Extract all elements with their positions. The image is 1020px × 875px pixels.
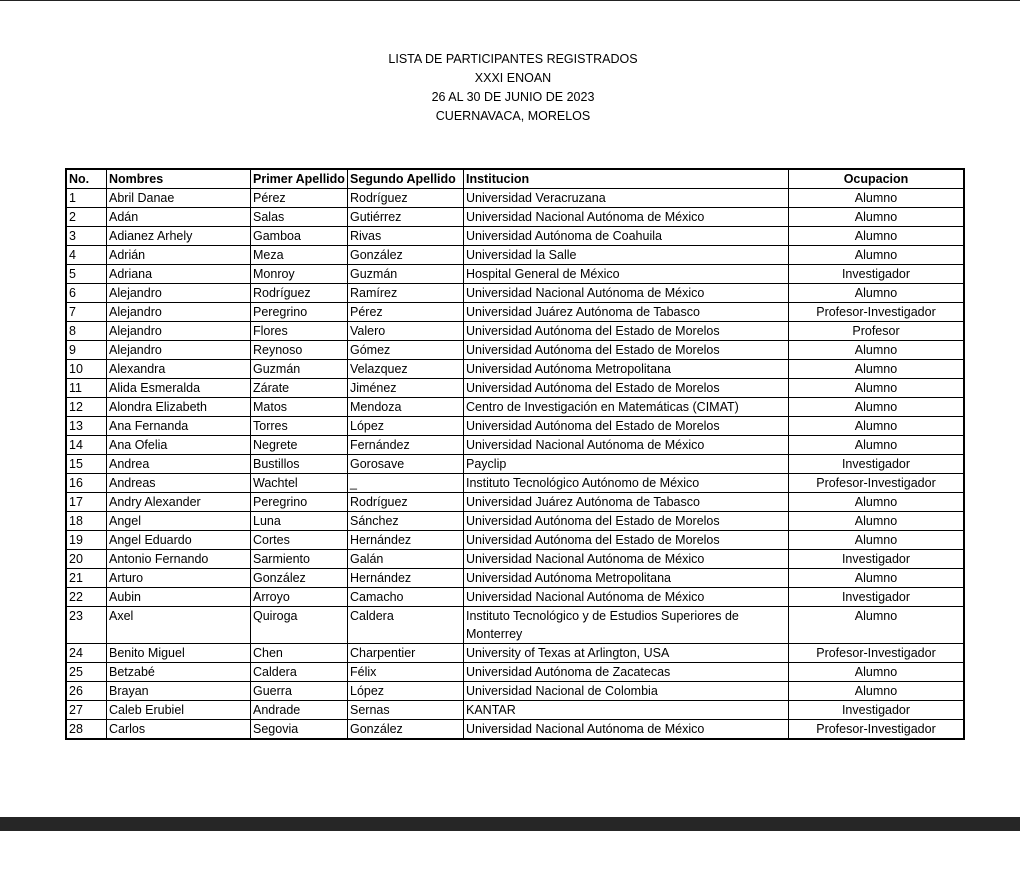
- table-row: [66, 644, 964, 663]
- cell-no: 20: [66, 550, 107, 569]
- cell-ocupacion: Profesor: [789, 322, 965, 341]
- cell-ocupacion: Investigador: [789, 265, 965, 284]
- event-dates: 26 AL 30 DE JUNIO DE 2023: [431, 90, 595, 104]
- cell-institucion: Universidad Autónoma Metropolitana: [464, 360, 789, 379]
- cell-primer-apellido: Bustillos: [251, 455, 348, 474]
- cell-institucion: Universidad Autónoma del Estado de Morelos: [464, 322, 789, 341]
- cell-primer-apellido: Peregrino: [251, 303, 348, 322]
- cell-no: 12: [66, 398, 107, 417]
- cell-segundo-apellido: Caldera: [348, 607, 464, 644]
- cell-segundo-apellido: Hernández: [348, 531, 464, 550]
- cell-no: 4: [66, 246, 107, 265]
- cell-institucion: Universidad Autónoma de Zacatecas: [464, 663, 789, 682]
- cell-ocupacion: Profesor-Investigador: [789, 644, 965, 663]
- cell-nombre: Benito Miguel: [107, 644, 251, 663]
- cell-institucion: Universidad Autónoma de Coahuila: [464, 227, 789, 246]
- cell-ocupacion: Investigador: [789, 550, 965, 569]
- participants-table: [65, 168, 965, 740]
- cell-no: 13: [66, 417, 107, 436]
- cell-ocupacion: Alumno: [789, 531, 965, 550]
- cell-nombre: Alejandro: [107, 341, 251, 360]
- cell-nombre: Alejandro: [107, 322, 251, 341]
- table-row: [66, 227, 964, 246]
- cell-primer-apellido: Flores: [251, 322, 348, 341]
- cell-institucion: Hospital General de México: [464, 265, 789, 284]
- cell-segundo-apellido: Fernández: [348, 436, 464, 455]
- cell-no: 7: [66, 303, 107, 322]
- cell-institucion: Universidad Juárez Autónoma de Tabasco: [464, 493, 789, 512]
- cell-nombre: Betzabé: [107, 663, 251, 682]
- cell-nombre: Ana Ofelia: [107, 436, 251, 455]
- cell-no: 10: [66, 360, 107, 379]
- cell-nombre: Caleb Erubiel: [107, 701, 251, 720]
- cell-primer-apellido: Torres: [251, 417, 348, 436]
- cell-no: 24: [66, 644, 107, 663]
- cell-ocupacion: Alumno: [789, 398, 965, 417]
- column-header-institucion: Institucion: [464, 169, 789, 189]
- cell-no: 19: [66, 531, 107, 550]
- cell-no: 22: [66, 588, 107, 607]
- cell-ocupacion: Alumno: [789, 379, 965, 398]
- cell-primer-apellido: Meza: [251, 246, 348, 265]
- cell-ocupacion: Alumno: [789, 417, 965, 436]
- cell-nombre: Arturo: [107, 569, 251, 588]
- cell-ocupacion: Investigador: [789, 701, 965, 720]
- table-body: [66, 189, 964, 740]
- cell-no: 16: [66, 474, 107, 493]
- cell-primer-apellido: Salas: [251, 208, 348, 227]
- table-row: [66, 208, 964, 227]
- cell-ocupacion: Investigador: [789, 455, 965, 474]
- table-row: [66, 493, 964, 512]
- cell-institucion: University of Texas at Arlington, USA: [464, 644, 789, 663]
- cell-institucion: Universidad Autónoma del Estado de Morelos: [464, 531, 789, 550]
- cell-segundo-apellido: Mendoza: [348, 398, 464, 417]
- cell-nombre: Alexandra: [107, 360, 251, 379]
- event-location: CUERNAVACA, MORELOS: [435, 109, 591, 123]
- cell-institucion: Universidad Autónoma del Estado de Morelos: [464, 417, 789, 436]
- cell-ocupacion: Alumno: [789, 284, 965, 303]
- cell-primer-apellido: Guerra: [251, 682, 348, 701]
- cell-no: 18: [66, 512, 107, 531]
- cell-ocupacion: Alumno: [789, 512, 965, 531]
- table-row: [66, 284, 964, 303]
- table-row: [66, 569, 964, 588]
- cell-nombre: Axel: [107, 607, 251, 644]
- cell-nombre: Adriana: [107, 265, 251, 284]
- cell-ocupacion: Alumno: [789, 189, 965, 208]
- cell-segundo-apellido: Ramírez: [348, 284, 464, 303]
- top-border: [0, 0, 1020, 1]
- cell-nombre: Angel: [107, 512, 251, 531]
- table-row: [66, 322, 964, 341]
- cell-institucion: Universidad Nacional Autónoma de México: [464, 284, 789, 303]
- cell-institucion: Universidad Juárez Autónoma de Tabasco: [464, 303, 789, 322]
- cell-primer-apellido: Sarmiento: [251, 550, 348, 569]
- cell-segundo-apellido: Rodríguez: [348, 189, 464, 208]
- cell-no: 26: [66, 682, 107, 701]
- cell-no: 11: [66, 379, 107, 398]
- column-header-primer-apellido: Primer Apellido: [251, 169, 348, 189]
- cell-segundo-apellido: Pérez: [348, 303, 464, 322]
- cell-ocupacion: Alumno: [789, 436, 965, 455]
- cell-nombre: Carlos: [107, 720, 251, 740]
- cell-nombre: Brayan: [107, 682, 251, 701]
- cell-institucion: Instituto Tecnológico Autónomo de México: [464, 474, 789, 493]
- cell-institucion: Universidad Nacional Autónoma de México: [464, 208, 789, 227]
- cell-ocupacion: Alumno: [789, 663, 965, 682]
- cell-primer-apellido: Monroy: [251, 265, 348, 284]
- cell-segundo-apellido: Sernas: [348, 701, 464, 720]
- cell-no: 3: [66, 227, 107, 246]
- cell-institucion: Centro de Investigación en Matemáticas (CIMAT): [464, 398, 789, 417]
- cell-segundo-apellido: González: [348, 720, 464, 740]
- cell-segundo-apellido: Galán: [348, 550, 464, 569]
- cell-primer-apellido: Matos: [251, 398, 348, 417]
- cell-primer-apellido: González: [251, 569, 348, 588]
- table-row: [66, 189, 964, 208]
- table-row: [66, 607, 964, 644]
- table-row: [66, 398, 964, 417]
- cell-primer-apellido: Gamboa: [251, 227, 348, 246]
- cell-ocupacion: Alumno: [789, 360, 965, 379]
- cell-primer-apellido: Arroyo: [251, 588, 348, 607]
- cell-segundo-apellido: López: [348, 417, 464, 436]
- cell-segundo-apellido: López: [348, 682, 464, 701]
- cell-ocupacion: Alumno: [789, 607, 965, 644]
- cell-nombre: Alida Esmeralda: [107, 379, 251, 398]
- cell-institucion: Universidad Nacional de Colombia: [464, 682, 789, 701]
- event-name: XXXI ENOAN: [474, 71, 552, 85]
- cell-no: 28: [66, 720, 107, 740]
- cell-no: 6: [66, 284, 107, 303]
- cell-primer-apellido: Luna: [251, 512, 348, 531]
- cell-nombre: Andry Alexander: [107, 493, 251, 512]
- table-row: [66, 341, 964, 360]
- cell-ocupacion: Profesor-Investigador: [789, 303, 965, 322]
- table-row: [66, 379, 964, 398]
- table-row: [66, 455, 964, 474]
- cell-segundo-apellido: Gómez: [348, 341, 464, 360]
- table-row: [66, 303, 964, 322]
- cell-primer-apellido: Segovia: [251, 720, 348, 740]
- cell-segundo-apellido: Velazquez: [348, 360, 464, 379]
- table-row: [66, 436, 964, 455]
- cell-ocupacion: Alumno: [789, 246, 965, 265]
- column-header-no: No.: [66, 169, 107, 189]
- cell-institucion: Universidad Autónoma del Estado de Morelos: [464, 512, 789, 531]
- cell-no: 23: [66, 607, 107, 644]
- cell-institucion: Universidad Veracruzana: [464, 189, 789, 208]
- cell-institucion: KANTAR: [464, 701, 789, 720]
- cell-institucion: Universidad la Salle: [464, 246, 789, 265]
- cell-primer-apellido: Wachtel: [251, 474, 348, 493]
- cell-primer-apellido: Caldera: [251, 663, 348, 682]
- cell-no: 1: [66, 189, 107, 208]
- cell-nombre: Andrea: [107, 455, 251, 474]
- cell-ocupacion: Investigador: [789, 588, 965, 607]
- cell-segundo-apellido: González: [348, 246, 464, 265]
- cell-primer-apellido: Zárate: [251, 379, 348, 398]
- cell-segundo-apellido: _: [348, 474, 464, 493]
- table-row: [66, 663, 964, 682]
- cell-primer-apellido: Negrete: [251, 436, 348, 455]
- cell-primer-apellido: Guzmán: [251, 360, 348, 379]
- table-row: [66, 550, 964, 569]
- cell-no: 5: [66, 265, 107, 284]
- cell-segundo-apellido: Jiménez: [348, 379, 464, 398]
- cell-nombre: Aubin: [107, 588, 251, 607]
- table-row: [66, 682, 964, 701]
- table-row: [66, 720, 964, 740]
- document-title: LISTA DE PARTICIPANTES REGISTRADOS: [388, 52, 638, 66]
- cell-primer-apellido: Chen: [251, 644, 348, 663]
- cell-segundo-apellido: Gutiérrez: [348, 208, 464, 227]
- cell-institucion: Universidad Nacional Autónoma de México: [464, 550, 789, 569]
- cell-nombre: Adrián: [107, 246, 251, 265]
- cell-segundo-apellido: Gorosave: [348, 455, 464, 474]
- cell-no: 25: [66, 663, 107, 682]
- table-row: [66, 701, 964, 720]
- cell-ocupacion: Profesor-Investigador: [789, 720, 965, 740]
- cell-ocupacion: Alumno: [789, 569, 965, 588]
- cell-institucion: Universidad Autónoma del Estado de Morelos: [464, 341, 789, 360]
- column-header-nombres: Nombres: [107, 169, 251, 189]
- cell-nombre: Adianez Arhely: [107, 227, 251, 246]
- cell-nombre: Adán: [107, 208, 251, 227]
- table-row: [66, 588, 964, 607]
- bottom-bar: [0, 817, 1020, 831]
- cell-institucion: Universidad Nacional Autónoma de México: [464, 436, 789, 455]
- cell-institucion: Universidad Autónoma del Estado de Morelos: [464, 379, 789, 398]
- cell-nombre: Andreas: [107, 474, 251, 493]
- cell-primer-apellido: Cortes: [251, 531, 348, 550]
- cell-institucion: Universidad Nacional Autónoma de México: [464, 720, 789, 740]
- cell-no: 17: [66, 493, 107, 512]
- table-row: [66, 531, 964, 550]
- table-row: [66, 474, 964, 493]
- cell-institucion: Universidad Nacional Autónoma de México: [464, 588, 789, 607]
- table-row: [66, 360, 964, 379]
- cell-ocupacion: Profesor-Investigador: [789, 474, 965, 493]
- table-row: [66, 265, 964, 284]
- cell-segundo-apellido: Guzmán: [348, 265, 464, 284]
- cell-institucion: Universidad Autónoma Metropolitana: [464, 569, 789, 588]
- column-header-ocupacion: Ocupacion: [789, 169, 965, 189]
- cell-primer-apellido: Rodríguez: [251, 284, 348, 303]
- table-row: [66, 246, 964, 265]
- cell-nombre: Abril Danae: [107, 189, 251, 208]
- cell-institucion: Instituto Tecnológico y de Estudios Superiores de Monterrey: [464, 607, 789, 644]
- cell-no: 27: [66, 701, 107, 720]
- cell-segundo-apellido: Rodríguez: [348, 493, 464, 512]
- cell-primer-apellido: Pérez: [251, 189, 348, 208]
- table-row: [66, 417, 964, 436]
- cell-segundo-apellido: Sánchez: [348, 512, 464, 531]
- cell-primer-apellido: Andrade: [251, 701, 348, 720]
- cell-nombre: Alejandro: [107, 303, 251, 322]
- cell-segundo-apellido: Valero: [348, 322, 464, 341]
- cell-ocupacion: Alumno: [789, 493, 965, 512]
- cell-no: 9: [66, 341, 107, 360]
- column-header-segundo-apellido: Segundo Apellido: [348, 169, 464, 189]
- document-header: [0, 50, 1020, 126]
- cell-nombre: Alondra Elizabeth: [107, 398, 251, 417]
- cell-ocupacion: Alumno: [789, 341, 965, 360]
- table-row: [66, 512, 964, 531]
- cell-segundo-apellido: Camacho: [348, 588, 464, 607]
- cell-nombre: Ana Fernanda: [107, 417, 251, 436]
- cell-institucion: Payclip: [464, 455, 789, 474]
- cell-no: 2: [66, 208, 107, 227]
- cell-nombre: Alejandro: [107, 284, 251, 303]
- cell-no: 8: [66, 322, 107, 341]
- cell-ocupacion: Alumno: [789, 227, 965, 246]
- cell-no: 14: [66, 436, 107, 455]
- cell-segundo-apellido: Rivas: [348, 227, 464, 246]
- cell-primer-apellido: Peregrino: [251, 493, 348, 512]
- cell-primer-apellido: Quiroga: [251, 607, 348, 644]
- cell-no: 21: [66, 569, 107, 588]
- cell-nombre: Angel Eduardo: [107, 531, 251, 550]
- cell-no: 15: [66, 455, 107, 474]
- table-header-row: [66, 169, 964, 189]
- cell-ocupacion: Alumno: [789, 682, 965, 701]
- cell-ocupacion: Alumno: [789, 208, 965, 227]
- cell-segundo-apellido: Hernández: [348, 569, 464, 588]
- cell-segundo-apellido: Charpentier: [348, 644, 464, 663]
- cell-segundo-apellido: Félix: [348, 663, 464, 682]
- cell-nombre: Antonio Fernando: [107, 550, 251, 569]
- cell-primer-apellido: Reynoso: [251, 341, 348, 360]
